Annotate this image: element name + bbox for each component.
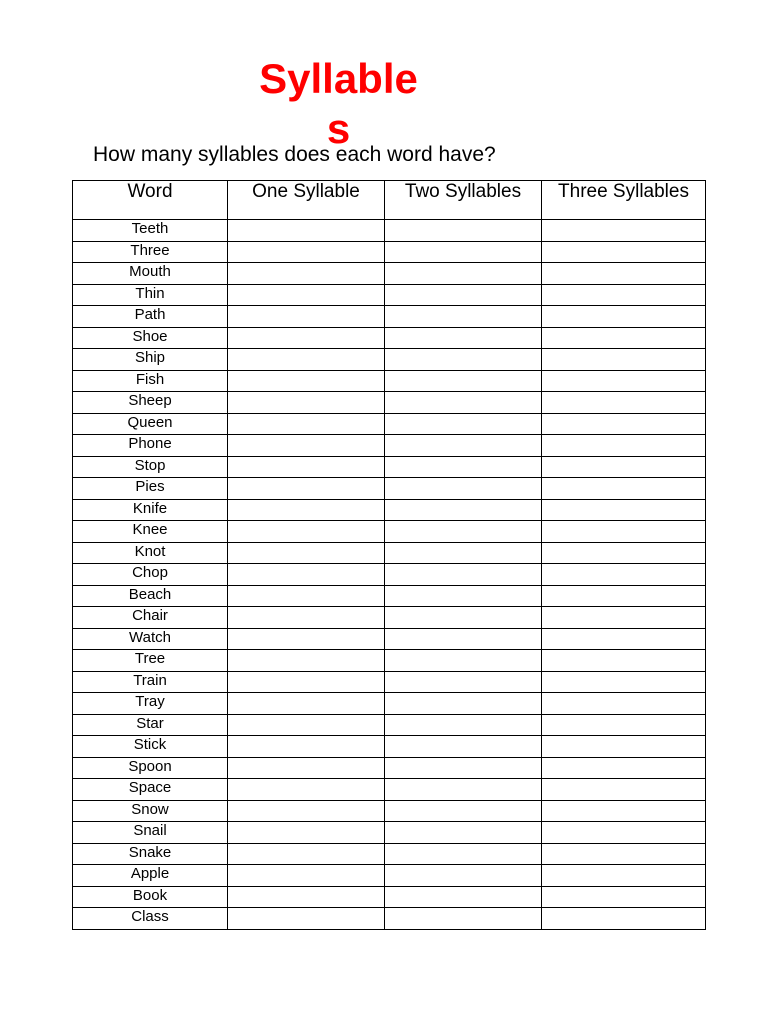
- one-syllable-cell[interactable]: [228, 843, 385, 865]
- table-row: [73, 843, 706, 865]
- two-syllables-cell[interactable]: [385, 220, 542, 242]
- word-cell: Spoon: [73, 757, 228, 779]
- two-syllables-cell[interactable]: [385, 757, 542, 779]
- one-syllable-cell[interactable]: [228, 349, 385, 371]
- one-syllable-cell[interactable]: [228, 607, 385, 629]
- one-syllable-cell[interactable]: [228, 779, 385, 801]
- table-row: [73, 800, 706, 822]
- two-syllables-cell[interactable]: [385, 241, 542, 263]
- table-row: [73, 370, 706, 392]
- three-syllables-cell[interactable]: [542, 628, 706, 650]
- two-syllables-cell[interactable]: [385, 886, 542, 908]
- one-syllable-cell[interactable]: [228, 736, 385, 758]
- word-cell: Class: [73, 908, 228, 930]
- one-syllable-cell[interactable]: [228, 564, 385, 586]
- worksheet-title: Syllables: [259, 55, 418, 152]
- table-row: [73, 671, 706, 693]
- three-syllables-cell[interactable]: [542, 671, 706, 693]
- three-syllables-cell[interactable]: [542, 908, 706, 930]
- table-row: [73, 886, 706, 908]
- three-syllables-cell[interactable]: [542, 585, 706, 607]
- word-cell: Stop: [73, 456, 228, 478]
- three-syllables-cell[interactable]: [542, 779, 706, 801]
- three-syllables-cell[interactable]: [542, 822, 706, 844]
- two-syllables-cell[interactable]: [385, 456, 542, 478]
- one-syllable-cell[interactable]: [228, 220, 385, 242]
- three-syllables-cell[interactable]: [542, 284, 706, 306]
- header-one-syllable: One Syllable: [228, 181, 385, 220]
- two-syllables-cell[interactable]: [385, 521, 542, 543]
- three-syllables-cell[interactable]: [542, 607, 706, 629]
- word-cell: Sheep: [73, 392, 228, 414]
- word-cell: Thin: [73, 284, 228, 306]
- word-cell: Shoe: [73, 327, 228, 349]
- table-row: [73, 220, 706, 242]
- word-cell: Tray: [73, 693, 228, 715]
- two-syllables-cell[interactable]: [385, 435, 542, 457]
- word-cell: Stick: [73, 736, 228, 758]
- word-cell: Knee: [73, 521, 228, 543]
- word-cell: Beach: [73, 585, 228, 607]
- table-row: [73, 413, 706, 435]
- word-cell: Mouth: [73, 263, 228, 285]
- two-syllables-cell[interactable]: [385, 327, 542, 349]
- word-cell: Tree: [73, 650, 228, 672]
- one-syllable-cell[interactable]: [228, 650, 385, 672]
- three-syllables-cell[interactable]: [542, 370, 706, 392]
- three-syllables-cell[interactable]: [542, 435, 706, 457]
- two-syllables-cell[interactable]: [385, 284, 542, 306]
- three-syllables-cell[interactable]: [542, 521, 706, 543]
- one-syllable-cell[interactable]: [228, 865, 385, 887]
- word-cell: Knot: [73, 542, 228, 564]
- table-row: [73, 757, 706, 779]
- three-syllables-cell[interactable]: [542, 263, 706, 285]
- table-row: [73, 499, 706, 521]
- word-cell: Path: [73, 306, 228, 328]
- table-row: [73, 521, 706, 543]
- syllable-table: [72, 180, 706, 930]
- one-syllable-cell[interactable]: [228, 908, 385, 930]
- table-row: [73, 822, 706, 844]
- one-syllable-cell[interactable]: [228, 542, 385, 564]
- two-syllables-cell[interactable]: [385, 499, 542, 521]
- word-cell: Snake: [73, 843, 228, 865]
- three-syllables-cell[interactable]: [542, 456, 706, 478]
- table-row: [73, 542, 706, 564]
- three-syllables-cell[interactable]: [542, 736, 706, 758]
- two-syllables-cell[interactable]: [385, 822, 542, 844]
- word-cell: Book: [73, 886, 228, 908]
- two-syllables-cell[interactable]: [385, 736, 542, 758]
- three-syllables-cell[interactable]: [542, 478, 706, 500]
- one-syllable-cell[interactable]: [228, 499, 385, 521]
- two-syllables-cell[interactable]: [385, 564, 542, 586]
- two-syllables-cell[interactable]: [385, 478, 542, 500]
- three-syllables-cell[interactable]: [542, 650, 706, 672]
- word-cell: Pies: [73, 478, 228, 500]
- table-row: [73, 628, 706, 650]
- one-syllable-cell[interactable]: [228, 822, 385, 844]
- word-cell: Snail: [73, 822, 228, 844]
- two-syllables-cell[interactable]: [385, 349, 542, 371]
- three-syllables-cell[interactable]: [542, 392, 706, 414]
- header-three-syllables: Three Syllables: [542, 181, 706, 220]
- two-syllables-cell[interactable]: [385, 908, 542, 930]
- word-cell: Space: [73, 779, 228, 801]
- table-row: [73, 284, 706, 306]
- table-row: [73, 263, 706, 285]
- table-row: [73, 306, 706, 328]
- one-syllable-cell[interactable]: [228, 693, 385, 715]
- table-row: [73, 456, 706, 478]
- table-row: [73, 736, 706, 758]
- one-syllable-cell[interactable]: [228, 435, 385, 457]
- header-two-syllables: Two Syllables: [385, 181, 542, 220]
- one-syllable-cell[interactable]: [228, 392, 385, 414]
- three-syllables-cell[interactable]: [542, 327, 706, 349]
- word-cell: Chop: [73, 564, 228, 586]
- word-cell: Knife: [73, 499, 228, 521]
- three-syllables-cell[interactable]: [542, 241, 706, 263]
- table-row: [73, 908, 706, 930]
- three-syllables-cell[interactable]: [542, 220, 706, 242]
- table-row: [73, 585, 706, 607]
- one-syllable-cell[interactable]: [228, 456, 385, 478]
- two-syllables-cell[interactable]: [385, 693, 542, 715]
- table-row: [73, 327, 706, 349]
- three-syllables-cell[interactable]: [542, 349, 706, 371]
- table-row: [73, 349, 706, 371]
- table-row: [73, 392, 706, 414]
- two-syllables-cell[interactable]: [385, 865, 542, 887]
- three-syllables-cell[interactable]: [542, 413, 706, 435]
- three-syllables-cell[interactable]: [542, 693, 706, 715]
- two-syllables-cell[interactable]: [385, 413, 542, 435]
- one-syllable-cell[interactable]: [228, 628, 385, 650]
- word-cell: Three: [73, 241, 228, 263]
- one-syllable-cell[interactable]: [228, 370, 385, 392]
- three-syllables-cell[interactable]: [542, 714, 706, 736]
- one-syllable-cell[interactable]: [228, 306, 385, 328]
- two-syllables-cell[interactable]: [385, 650, 542, 672]
- one-syllable-cell[interactable]: [228, 886, 385, 908]
- one-syllable-cell[interactable]: [228, 263, 385, 285]
- header-word: Word: [73, 181, 228, 220]
- word-cell: Phone: [73, 435, 228, 457]
- table-row: [73, 478, 706, 500]
- three-syllables-cell[interactable]: [542, 499, 706, 521]
- table-body: [73, 220, 706, 930]
- two-syllables-cell[interactable]: [385, 585, 542, 607]
- word-cell: Chair: [73, 607, 228, 629]
- two-syllables-cell[interactable]: [385, 779, 542, 801]
- two-syllables-cell[interactable]: [385, 370, 542, 392]
- two-syllables-cell[interactable]: [385, 714, 542, 736]
- word-cell: Fish: [73, 370, 228, 392]
- one-syllable-cell[interactable]: [228, 757, 385, 779]
- one-syllable-cell[interactable]: [228, 413, 385, 435]
- three-syllables-cell[interactable]: [542, 886, 706, 908]
- one-syllable-cell[interactable]: [228, 671, 385, 693]
- table-row: [73, 865, 706, 887]
- one-syllable-cell[interactable]: [228, 800, 385, 822]
- one-syllable-cell[interactable]: [228, 241, 385, 263]
- word-cell: Star: [73, 714, 228, 736]
- word-cell: Train: [73, 671, 228, 693]
- three-syllables-cell[interactable]: [542, 865, 706, 887]
- word-cell: Apple: [73, 865, 228, 887]
- three-syllables-cell[interactable]: [542, 800, 706, 822]
- table-row: [73, 607, 706, 629]
- one-syllable-cell[interactable]: [228, 714, 385, 736]
- two-syllables-cell[interactable]: [385, 800, 542, 822]
- table-header-row: [73, 181, 706, 220]
- one-syllable-cell[interactable]: [228, 327, 385, 349]
- table-row: [73, 241, 706, 263]
- one-syllable-cell[interactable]: [228, 521, 385, 543]
- word-cell: Teeth: [73, 220, 228, 242]
- word-cell: Queen: [73, 413, 228, 435]
- three-syllables-cell[interactable]: [542, 757, 706, 779]
- three-syllables-cell[interactable]: [542, 564, 706, 586]
- two-syllables-cell[interactable]: [385, 542, 542, 564]
- two-syllables-cell[interactable]: [385, 843, 542, 865]
- table-row: [73, 564, 706, 586]
- two-syllables-cell[interactable]: [385, 263, 542, 285]
- table-row: [73, 779, 706, 801]
- two-syllables-cell[interactable]: [385, 607, 542, 629]
- two-syllables-cell[interactable]: [385, 392, 542, 414]
- three-syllables-cell[interactable]: [542, 843, 706, 865]
- word-cell: Snow: [73, 800, 228, 822]
- one-syllable-cell[interactable]: [228, 478, 385, 500]
- three-syllables-cell[interactable]: [542, 306, 706, 328]
- two-syllables-cell[interactable]: [385, 671, 542, 693]
- worksheet-question: How many syllables does each word have?: [93, 143, 496, 166]
- one-syllable-cell[interactable]: [228, 284, 385, 306]
- three-syllables-cell[interactable]: [542, 542, 706, 564]
- table-row: [73, 650, 706, 672]
- table-row: [73, 435, 706, 457]
- one-syllable-cell[interactable]: [228, 585, 385, 607]
- table-row: [73, 693, 706, 715]
- word-cell: Watch: [73, 628, 228, 650]
- two-syllables-cell[interactable]: [385, 306, 542, 328]
- table-row: [73, 714, 706, 736]
- word-cell: Ship: [73, 349, 228, 371]
- two-syllables-cell[interactable]: [385, 628, 542, 650]
